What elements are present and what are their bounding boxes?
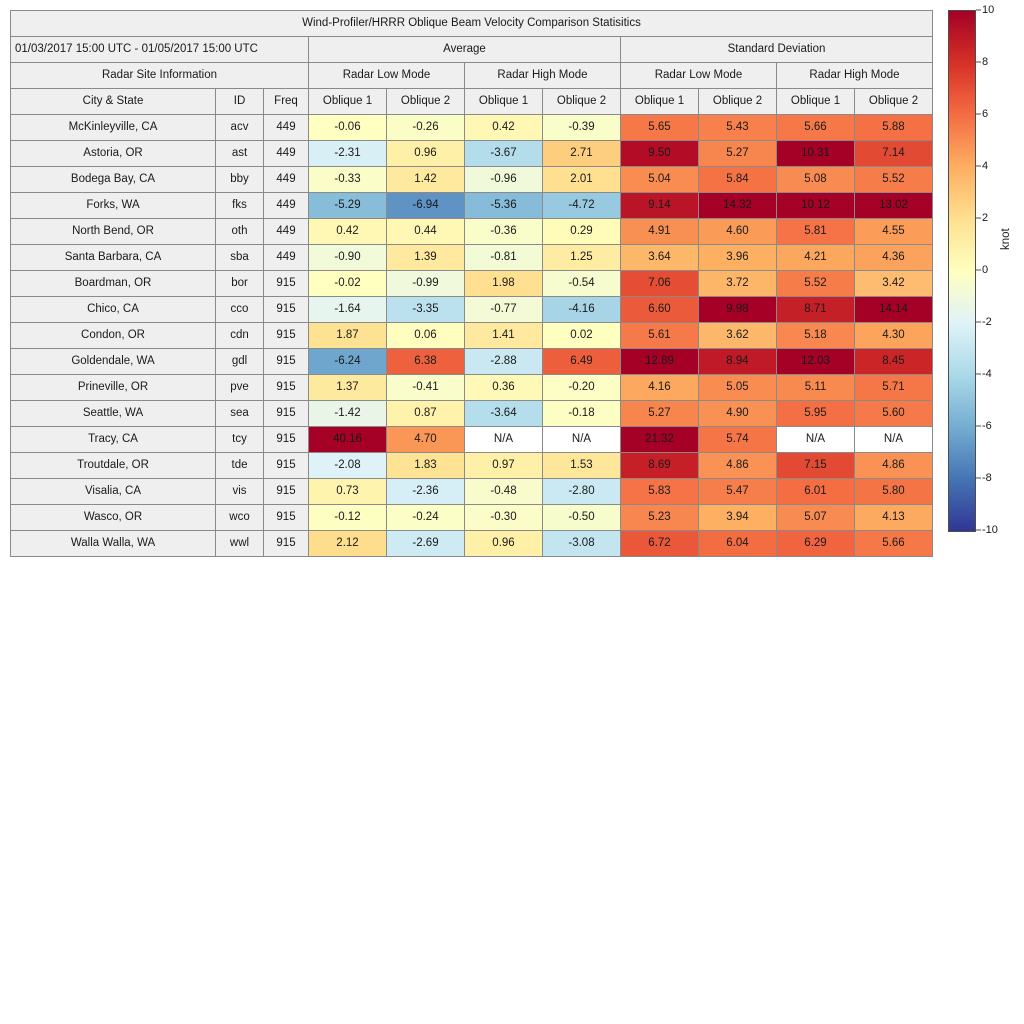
cell-id: cco	[216, 297, 264, 323]
cell-value: -0.20	[543, 375, 621, 401]
cell-value: 8.45	[855, 349, 933, 375]
cell-id: sba	[216, 245, 264, 271]
cell-id: vis	[216, 479, 264, 505]
cell-value: 4.36	[855, 245, 933, 271]
cell-city: Condon, OR	[11, 323, 216, 349]
cell-value: -0.06	[309, 115, 387, 141]
cell-value: 1.42	[387, 167, 465, 193]
cell-id: bor	[216, 271, 264, 297]
cell-value: 21.32	[621, 427, 699, 453]
cell-value: -2.88	[465, 349, 543, 375]
cell-value: -0.36	[465, 219, 543, 245]
colorbar-tick-label: -10	[982, 524, 998, 536]
cell-value: 7.06	[621, 271, 699, 297]
cell-value: 5.66	[777, 115, 855, 141]
column-header-freq: Freq	[264, 89, 309, 115]
cell-value: -0.24	[387, 505, 465, 531]
cell-value: 5.81	[777, 219, 855, 245]
group-header-sd-low-mode: Radar Low Mode	[621, 63, 777, 89]
cell-value: 4.21	[777, 245, 855, 271]
cell-city: Visalia, CA	[11, 479, 216, 505]
cell-value: -0.02	[309, 271, 387, 297]
cell-value: 4.91	[621, 219, 699, 245]
group-header-average: Average	[309, 37, 621, 63]
cell-value: 3.96	[699, 245, 777, 271]
cell-value: -6.94	[387, 193, 465, 219]
cell-value: 2.12	[309, 531, 387, 557]
cell-freq: 915	[264, 349, 309, 375]
cell-value: 6.29	[777, 531, 855, 557]
cell-id: wco	[216, 505, 264, 531]
cell-value: -4.16	[543, 297, 621, 323]
cell-city: Wasco, OR	[11, 505, 216, 531]
cell-value: N/A	[777, 427, 855, 453]
cell-value: 12.89	[621, 349, 699, 375]
cell-value: -0.39	[543, 115, 621, 141]
cell-value: 10.31	[777, 141, 855, 167]
cell-value: -2.80	[543, 479, 621, 505]
statistics-heatmap-table	[10, 10, 933, 557]
cell-freq: 449	[264, 245, 309, 271]
colorbar-tick-label: 2	[982, 212, 989, 224]
cell-id: ast	[216, 141, 264, 167]
cell-value: 5.80	[855, 479, 933, 505]
cell-city: McKinleyville, CA	[11, 115, 216, 141]
cell-city: Goldendale, WA	[11, 349, 216, 375]
table-group-row-1	[11, 37, 933, 63]
colorbar-tick-label: -8	[982, 472, 992, 484]
colorbar-tick-label: -6	[982, 420, 992, 432]
cell-value: 5.61	[621, 323, 699, 349]
group-header-avg-high-mode: Radar High Mode	[465, 63, 621, 89]
cell-value: 3.64	[621, 245, 699, 271]
cell-freq: 915	[264, 271, 309, 297]
cell-value: 4.13	[855, 505, 933, 531]
cell-value: 14.32	[699, 193, 777, 219]
cell-value: 2.01	[543, 167, 621, 193]
cell-city: Troutdale, OR	[11, 453, 216, 479]
cell-value: 4.60	[699, 219, 777, 245]
group-header-sd-high-mode: Radar High Mode	[777, 63, 933, 89]
table-row	[11, 115, 933, 141]
table-row	[11, 375, 933, 401]
cell-city: Forks, WA	[11, 193, 216, 219]
cell-value: 4.16	[621, 375, 699, 401]
cell-freq: 915	[264, 297, 309, 323]
cell-value: 5.27	[699, 141, 777, 167]
cell-value: -0.54	[543, 271, 621, 297]
colorbar-tick-mark	[976, 270, 981, 271]
cell-value: -0.96	[465, 167, 543, 193]
cell-value: N/A	[465, 427, 543, 453]
cell-value: 1.83	[387, 453, 465, 479]
colorbar-tick-label: -2	[982, 316, 992, 328]
table-row	[11, 479, 933, 505]
table-row	[11, 141, 933, 167]
cell-value: 6.60	[621, 297, 699, 323]
cell-value: 1.37	[309, 375, 387, 401]
cell-id: pve	[216, 375, 264, 401]
cell-id: acv	[216, 115, 264, 141]
cell-value: 8.71	[777, 297, 855, 323]
colorbar-label: knot	[1000, 228, 1012, 250]
cell-value: 5.11	[777, 375, 855, 401]
colorbar-tick-mark	[976, 10, 981, 11]
cell-value: N/A	[855, 427, 933, 453]
cell-value: 4.55	[855, 219, 933, 245]
cell-city: Walla Walla, WA	[11, 531, 216, 557]
cell-value: 3.72	[699, 271, 777, 297]
group-header-stddev: Standard Deviation	[621, 37, 933, 63]
cell-city: North Bend, OR	[11, 219, 216, 245]
cell-freq: 449	[264, 193, 309, 219]
colorbar-tick-label: 8	[982, 56, 989, 68]
column-header-avg-high-o2: Oblique 2	[543, 89, 621, 115]
colorbar-tick-mark	[976, 62, 981, 63]
table-group-row-2	[11, 63, 933, 89]
colorbar-tick-mark	[976, 530, 981, 531]
cell-freq: 915	[264, 531, 309, 557]
colorbar-tick-mark	[976, 322, 981, 323]
cell-id: oth	[216, 219, 264, 245]
cell-value: 12.03	[777, 349, 855, 375]
cell-value: 5.18	[777, 323, 855, 349]
cell-id: gdl	[216, 349, 264, 375]
cell-value: 1.41	[465, 323, 543, 349]
cell-value: 0.97	[465, 453, 543, 479]
cell-freq: 915	[264, 479, 309, 505]
cell-value: 5.05	[699, 375, 777, 401]
cell-city: Boardman, OR	[11, 271, 216, 297]
cell-value: 5.27	[621, 401, 699, 427]
cell-freq: 915	[264, 323, 309, 349]
cell-freq: 449	[264, 141, 309, 167]
cell-value: 6.38	[387, 349, 465, 375]
colorbar-tick-mark	[976, 166, 981, 167]
cell-value: 5.07	[777, 505, 855, 531]
cell-value: 1.87	[309, 323, 387, 349]
cell-value: 6.72	[621, 531, 699, 557]
cell-value: 0.42	[309, 219, 387, 245]
colorbar-tick-mark	[976, 426, 981, 427]
cell-value: -5.29	[309, 193, 387, 219]
cell-value: 0.44	[387, 219, 465, 245]
cell-value: 0.29	[543, 219, 621, 245]
cell-id: sea	[216, 401, 264, 427]
cell-value: N/A	[543, 427, 621, 453]
cell-value: -1.42	[309, 401, 387, 427]
cell-value: 5.71	[855, 375, 933, 401]
cell-value: -0.26	[387, 115, 465, 141]
cell-value: 7.14	[855, 141, 933, 167]
cell-value: -3.35	[387, 297, 465, 323]
table-row	[11, 167, 933, 193]
colorbar-ticks	[976, 4, 1016, 536]
cell-value: 1.53	[543, 453, 621, 479]
cell-value: 4.70	[387, 427, 465, 453]
cell-value: 1.25	[543, 245, 621, 271]
column-header-sd-high-o2: Oblique 2	[855, 89, 933, 115]
cell-city: Bodega Bay, CA	[11, 167, 216, 193]
cell-value: 5.95	[777, 401, 855, 427]
cell-freq: 449	[264, 167, 309, 193]
cell-value: 0.96	[387, 141, 465, 167]
cell-freq: 449	[264, 219, 309, 245]
table-row	[11, 349, 933, 375]
cell-value: -0.90	[309, 245, 387, 271]
cell-value: -0.50	[543, 505, 621, 531]
cell-value: 1.98	[465, 271, 543, 297]
table-column-header-row	[11, 89, 933, 115]
table-row	[11, 453, 933, 479]
cell-value: 10.12	[777, 193, 855, 219]
cell-value: 5.88	[855, 115, 933, 141]
cell-city: Prineville, OR	[11, 375, 216, 401]
cell-value: -2.31	[309, 141, 387, 167]
cell-value: 5.08	[777, 167, 855, 193]
cell-value: 9.14	[621, 193, 699, 219]
cell-value: 3.94	[699, 505, 777, 531]
colorbar-tick-label: 4	[982, 160, 989, 172]
cell-value: 9.50	[621, 141, 699, 167]
cell-value: 3.62	[699, 323, 777, 349]
cell-freq: 915	[264, 427, 309, 453]
cell-value: -0.99	[387, 271, 465, 297]
cell-value: 0.87	[387, 401, 465, 427]
column-header-avg-low-o2: Oblique 2	[387, 89, 465, 115]
cell-value: 4.30	[855, 323, 933, 349]
cell-value: 0.96	[465, 531, 543, 557]
cell-value: 5.60	[855, 401, 933, 427]
cell-value: 5.04	[621, 167, 699, 193]
cell-freq: 915	[264, 401, 309, 427]
cell-value: -2.08	[309, 453, 387, 479]
cell-value: 4.86	[699, 453, 777, 479]
cell-id: cdn	[216, 323, 264, 349]
cell-value: 5.43	[699, 115, 777, 141]
table-title-row	[11, 11, 933, 37]
table-row	[11, 245, 933, 271]
colorbar-tick-mark	[976, 114, 981, 115]
cell-id: wwl	[216, 531, 264, 557]
cell-value: 6.04	[699, 531, 777, 557]
cell-value: -1.64	[309, 297, 387, 323]
table-row	[11, 427, 933, 453]
cell-value: 5.74	[699, 427, 777, 453]
cell-value: 5.23	[621, 505, 699, 531]
cell-value: 0.02	[543, 323, 621, 349]
cell-freq: 915	[264, 375, 309, 401]
cell-city: Tracy, CA	[11, 427, 216, 453]
cell-value: 0.42	[465, 115, 543, 141]
colorbar-tick-label: 6	[982, 108, 989, 120]
table-row	[11, 323, 933, 349]
cell-freq: 915	[264, 453, 309, 479]
cell-value: -0.12	[309, 505, 387, 531]
cell-value: 8.94	[699, 349, 777, 375]
cell-value: -5.36	[465, 193, 543, 219]
table-row	[11, 297, 933, 323]
column-header-id: ID	[216, 89, 264, 115]
cell-value: -2.36	[387, 479, 465, 505]
cell-value: 13.02	[855, 193, 933, 219]
column-header-city: City & State	[11, 89, 216, 115]
cell-value: -0.18	[543, 401, 621, 427]
cell-value: 1.39	[387, 245, 465, 271]
colorbar-tick-label: 10	[982, 4, 995, 16]
cell-id: fks	[216, 193, 264, 219]
column-header-sd-low-o2: Oblique 2	[699, 89, 777, 115]
colorbar-tick-mark	[976, 478, 981, 479]
cell-city: Chico, CA	[11, 297, 216, 323]
cell-value: 0.73	[309, 479, 387, 505]
cell-value: -4.72	[543, 193, 621, 219]
colorbar-tick-label: -4	[982, 368, 992, 380]
table-row	[11, 401, 933, 427]
colorbar	[948, 10, 976, 532]
cell-value: 14.14	[855, 297, 933, 323]
table-row	[11, 219, 933, 245]
cell-value: 5.65	[621, 115, 699, 141]
cell-value: 0.36	[465, 375, 543, 401]
cell-value: -6.24	[309, 349, 387, 375]
cell-id: tcy	[216, 427, 264, 453]
cell-value: 4.90	[699, 401, 777, 427]
cell-value: 2.71	[543, 141, 621, 167]
column-header-avg-low-o1: Oblique 1	[309, 89, 387, 115]
table-body	[11, 115, 933, 557]
cell-freq: 449	[264, 115, 309, 141]
table-row	[11, 505, 933, 531]
cell-value: -0.33	[309, 167, 387, 193]
cell-value: 8.69	[621, 453, 699, 479]
table-row	[11, 531, 933, 557]
column-header-sd-low-o1: Oblique 1	[621, 89, 699, 115]
cell-value: 6.49	[543, 349, 621, 375]
cell-value: 5.52	[855, 167, 933, 193]
group-header-avg-low-mode: Radar Low Mode	[309, 63, 465, 89]
cell-value: 3.42	[855, 271, 933, 297]
cell-value: -0.48	[465, 479, 543, 505]
column-header-avg-high-o1: Oblique 1	[465, 89, 543, 115]
colorbar-tick-label: 0	[982, 264, 989, 276]
cell-value: 5.84	[699, 167, 777, 193]
colorbar-tick-mark	[976, 218, 981, 219]
cell-freq: 915	[264, 505, 309, 531]
cell-value: -0.30	[465, 505, 543, 531]
cell-value: 9.98	[699, 297, 777, 323]
cell-value: -0.81	[465, 245, 543, 271]
cell-value: -2.69	[387, 531, 465, 557]
cell-id: bby	[216, 167, 264, 193]
group-header-site-info: Radar Site Information	[11, 63, 309, 89]
cell-value: -3.67	[465, 141, 543, 167]
cell-value: 5.47	[699, 479, 777, 505]
cell-value: 5.66	[855, 531, 933, 557]
cell-city: Seattle, WA	[11, 401, 216, 427]
date-range: 01/03/2017 15:00 UTC - 01/05/2017 15:00 UTC	[11, 37, 309, 63]
cell-city: Astoria, OR	[11, 141, 216, 167]
column-header-sd-high-o1: Oblique 1	[777, 89, 855, 115]
cell-value: 0.06	[387, 323, 465, 349]
cell-value: 5.52	[777, 271, 855, 297]
table-row	[11, 193, 933, 219]
cell-value: 6.01	[777, 479, 855, 505]
table-row	[11, 271, 933, 297]
cell-value: -3.08	[543, 531, 621, 557]
cell-value: -3.64	[465, 401, 543, 427]
cell-city: Santa Barbara, CA	[11, 245, 216, 271]
cell-value: -0.77	[465, 297, 543, 323]
cell-value: 4.86	[855, 453, 933, 479]
cell-id: tde	[216, 453, 264, 479]
cell-value: -0.41	[387, 375, 465, 401]
colorbar-tick-mark	[976, 374, 981, 375]
cell-value: 7.15	[777, 453, 855, 479]
cell-value: 5.83	[621, 479, 699, 505]
page-title: Wind-Profiler/HRRR Oblique Beam Velocity Comparison Statisitics	[11, 11, 933, 37]
cell-value: 40.16	[309, 427, 387, 453]
